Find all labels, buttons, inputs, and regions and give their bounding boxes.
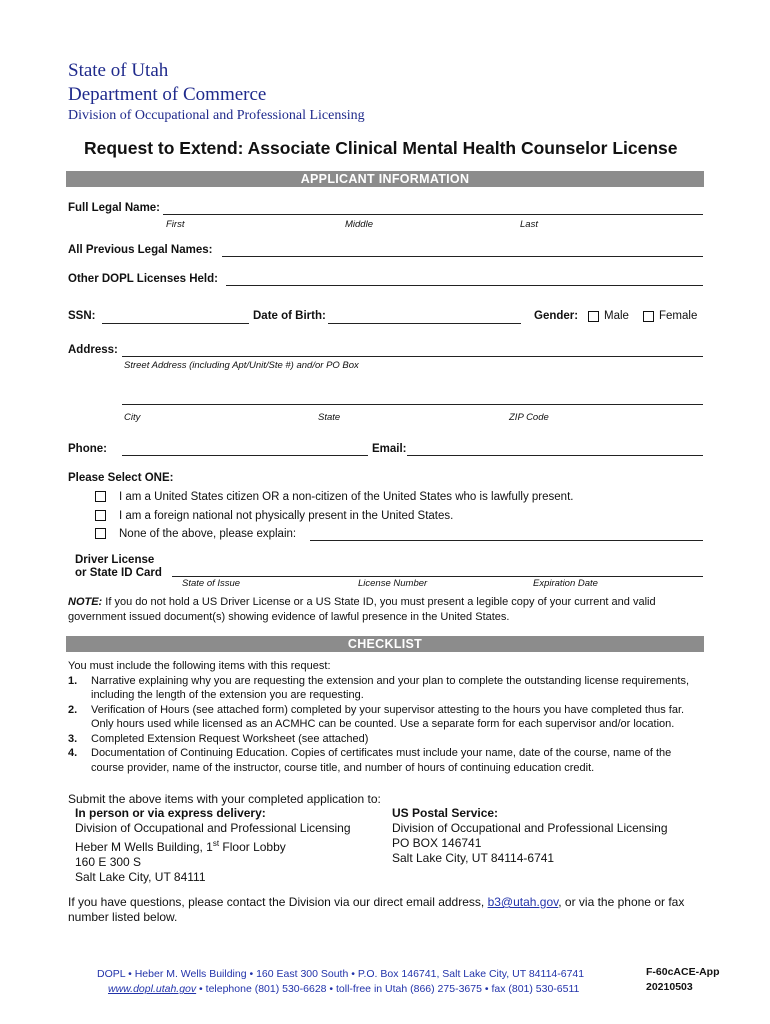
form-id: F-60cACE-App xyxy=(646,966,720,978)
form-date: 20210503 xyxy=(646,981,693,993)
state-of-issue-hint: State of Issue xyxy=(182,578,241,589)
in-person-address: In person or via express delivery: Division of Occupational and Professional Licensing Heber M Wells Building, 1st Floor Lobby 160 E 300 S Salt Lake City, UT 84111 xyxy=(75,806,351,884)
address-label: Address: xyxy=(68,344,118,356)
gender-label: Gender: xyxy=(534,310,579,322)
state-heading: State of Utah xyxy=(68,60,169,81)
middle-name-hint: Middle xyxy=(345,219,373,230)
postal-address: US Postal Service: Division of Occupational and Professional Licensing PO BOX 146741 Salt Lake City, UT 84114-6741 xyxy=(392,806,668,865)
email-label: Email: xyxy=(372,443,407,455)
checklist-list xyxy=(68,674,704,776)
male-label: Male xyxy=(604,310,629,322)
explain-field[interactable] xyxy=(310,540,703,541)
foreign-national-checkbox[interactable] xyxy=(95,510,106,521)
list-item: 4. Documentation of Continuing Education. Copies of certificates must include your name, date of the course, name of the course provider, name of the instructor, course title, and number of hours of continuing education credit. xyxy=(68,747,672,774)
driver-license-field[interactable] xyxy=(172,576,703,577)
ssn-label: SSN: xyxy=(68,310,96,322)
first-name-hint: First xyxy=(166,219,185,230)
in-person-heading: In person or via express delivery: xyxy=(75,806,266,820)
department-heading: Department of Commerce xyxy=(68,84,267,105)
footer-contact: www.dopl.utah.gov • telephone (801) 530-6628 • toll-free in Utah (866) 275-3675 • fax (801) 530-6511 xyxy=(108,983,580,995)
page-title: Request to Extend: Associate Clinical Mental Health Counselor License xyxy=(84,138,678,158)
applicant-section-header: APPLICANT INFORMATION xyxy=(66,171,704,187)
division-heading: Division of Occupational and Professional Licensing xyxy=(68,108,365,123)
division-email-link[interactable]: b3@utah.gov xyxy=(487,895,559,909)
full-legal-name-field[interactable] xyxy=(163,214,703,215)
list-item: 1. Narrative explaining why you are requesting the extension and your plan to complete the outstanding license requirements, including the length of the extension you are requesting. xyxy=(68,674,690,701)
ssn-field[interactable] xyxy=(102,323,249,324)
note-label: NOTE: xyxy=(68,596,103,608)
lawful-presence-note xyxy=(68,595,708,624)
dob-label: Date of Birth: xyxy=(253,310,326,322)
checklist-intro: You must include the following items with this request: xyxy=(68,660,331,672)
note-text: If you do not hold a US Driver License or a US State ID, you must present a legible copy of your current and valid government issued document(s) showing evidence of lawful presence in the United States. xyxy=(68,596,656,623)
list-item: 3. Completed Extension Request Worksheet (see attached) xyxy=(68,732,369,745)
list-item: 2. Verification of Hours (see attached form) completed by your supervisor attesting to the hours you have completed thus far. Only hours used while licensed as an ACMHC can be counted. Use a separate form for each supervisor and/or location. xyxy=(68,703,685,730)
last-name-hint: Last xyxy=(520,219,538,230)
phone-field[interactable] xyxy=(122,455,368,456)
state-id-label: or State ID Card xyxy=(75,567,162,579)
previous-names-field[interactable] xyxy=(222,256,703,257)
female-label: Female xyxy=(659,310,698,322)
footer-address: DOPL • Heber M. Wells Building • 160 East 300 South • P.O. Box 146741, Salt Lake City, UT 84114-6741 xyxy=(97,968,585,980)
state-hint: State xyxy=(318,412,341,423)
foreign-national-option: I am a foreign national not physically present in the United States. xyxy=(119,510,454,522)
street-address-field[interactable] xyxy=(122,356,703,357)
email-field[interactable] xyxy=(407,455,703,456)
checklist-section-header: CHECKLIST xyxy=(66,636,704,652)
female-checkbox[interactable] xyxy=(643,311,654,322)
none-above-checkbox[interactable] xyxy=(95,528,106,539)
postal-heading: US Postal Service: xyxy=(392,806,499,820)
checklist-body xyxy=(68,659,704,775)
zip-hint: ZIP Code xyxy=(509,412,549,423)
full-legal-name-label: Full Legal Name: xyxy=(68,202,161,214)
website-link[interactable]: www.dopl.utah.gov xyxy=(108,983,197,995)
submit-instructions: Submit the above items with your completed application to: xyxy=(68,792,381,806)
phone-label: Phone: xyxy=(68,443,107,455)
street-address-hint: Street Address (including Apt/Unit/Ste #) and/or PO Box xyxy=(124,360,359,371)
city-hint: City xyxy=(124,412,141,423)
other-licenses-field[interactable] xyxy=(226,285,703,286)
previous-names-label: All Previous Legal Names: xyxy=(68,244,213,256)
city-state-zip-field[interactable] xyxy=(122,404,703,405)
none-above-option: None of the above, please explain: xyxy=(119,528,297,540)
dob-field[interactable] xyxy=(328,323,521,324)
license-number-hint: License Number xyxy=(358,578,428,589)
questions-text: If you have questions, please contact the Division via our direct email address, b3@utah.gov, or via the phone or fax number listed below. xyxy=(68,895,685,924)
driver-license-label: Driver License xyxy=(75,554,155,566)
citizen-checkbox[interactable] xyxy=(95,491,106,502)
male-checkbox[interactable] xyxy=(588,311,599,322)
expiration-date-hint: Expiration Date xyxy=(533,578,598,589)
other-licenses-label: Other DOPL Licenses Held: xyxy=(68,273,218,285)
citizen-option: I am a United States citizen OR a non-citizen of the United States who is lawfully present. xyxy=(119,491,574,503)
select-one-label: Please Select ONE: xyxy=(68,472,174,484)
